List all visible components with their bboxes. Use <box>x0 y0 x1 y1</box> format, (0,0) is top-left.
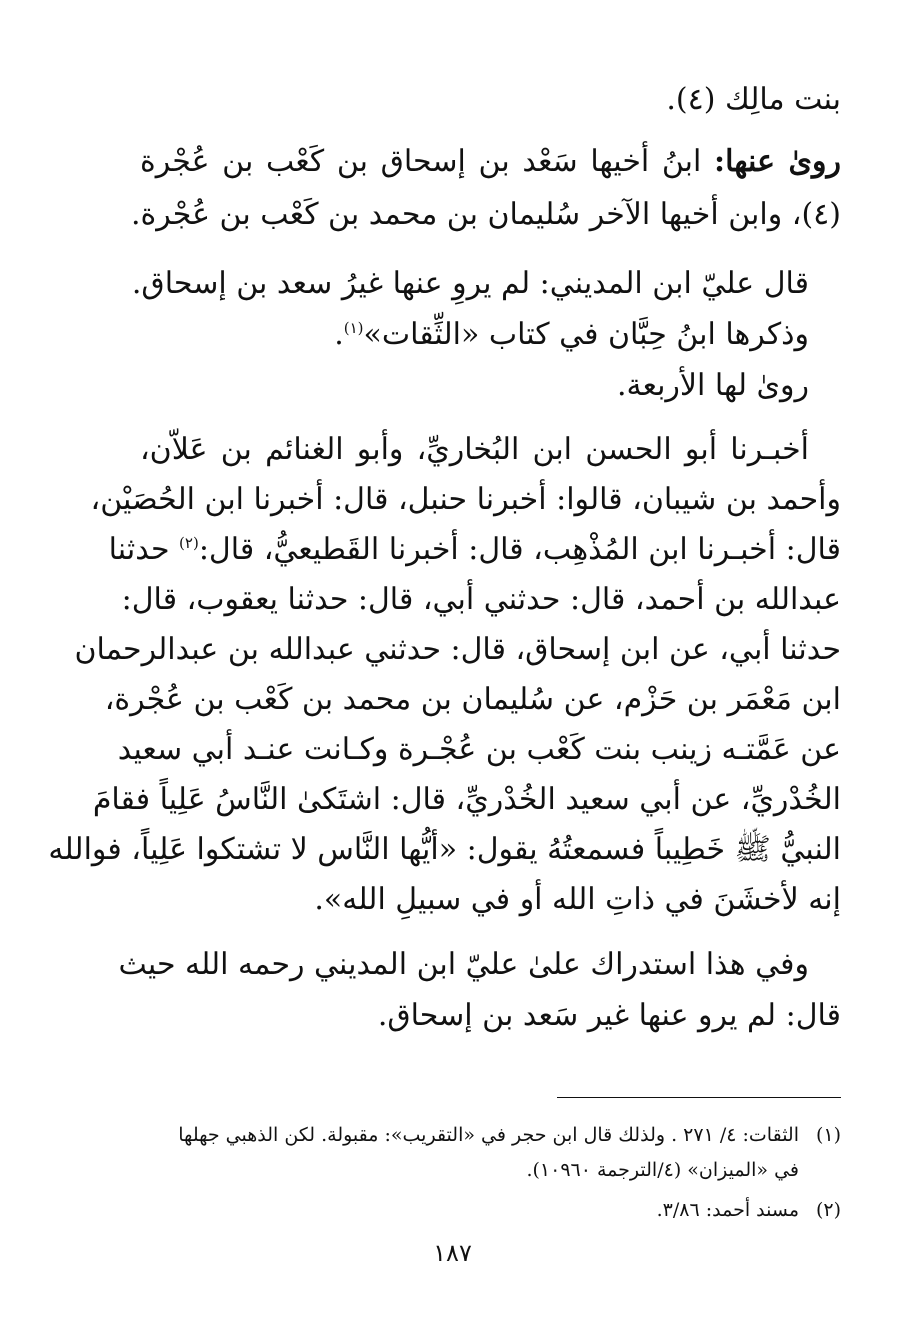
text-line-17: وفي هذا استدراك علىٰ عليّ ابن المديني رحمه الله حيث <box>118 947 809 982</box>
text-line-5-end: . <box>334 317 344 352</box>
text-line-10: عبدالله بن أحمد، قال: حدثني أبي، قال: حدثنا يعقوب، قال: <box>121 582 841 617</box>
text-line-9-a: قال: أخبـرنا ابن المُذْهِب، قال: أخبرنا القَطيعيُّ، قال: <box>198 532 841 567</box>
narrators-text: ابنُ أخيها سَعْد بن إسحاق بن كَعْب بن عُجْرة <box>140 144 714 179</box>
text-line-2 <box>140 142 841 182</box>
text-line-6: روىٰ لها الأربعة. <box>616 368 809 403</box>
text-line-13: عن عَمَّتـه زينب بنت كَعْب بن عُجْـرة وكـانت عنـد أبي سعيد <box>117 732 841 767</box>
text-line-4: قال عليّ ابن المديني: لم يروِ عنها غيرُ سعد بن إسحاق. <box>131 266 809 301</box>
footnote-2-line-1: مسند أحمد: ٣/٨٦. <box>656 1199 799 1221</box>
text-line-1: بنت مالِك (٤). <box>666 82 841 117</box>
footnote-ref-1: (١) <box>343 319 364 337</box>
text-line-11: حدثنا أبي، عن ابن إسحاق، قال: حدثني عبدالله بن عبدالرحمان <box>74 632 841 667</box>
text-line-5-body: وذكرها ابنُ حِبَّان في كتاب «الثِّقات» <box>363 317 809 352</box>
text-line-3: (٤)، وابن أخيها الآخر سُليمان بن محمد بن كَعْب بن عُجْرة. <box>130 197 841 232</box>
narrators-label: روىٰ عنها: <box>714 144 841 179</box>
text-line-16: إنه لأخشَنَ في ذاتِ الله أو في سبيلِ الله». <box>314 882 841 917</box>
text-line-12: ابن مَعْمَر بن حَزْم، عن سُليمان بن محمد بن كَعْب بن عُجْرة، <box>104 682 841 717</box>
footnote-2-number: (٢) <box>815 1199 841 1221</box>
page-number: ١٨٧ <box>433 1239 472 1267</box>
text-line-15: النبيُّ ﷺ خَطِيباً فسمعتُهُ يقول: «أيُّها النَّاس لا تشتكوا عَلِياً، فوالله <box>48 832 841 867</box>
footnote-1-number: (١) <box>815 1124 841 1146</box>
text-line-18: قال: لم يرو عنها غير سَعد بن إسحاق. <box>377 998 841 1033</box>
footnote-1-line-2: في «الميزان» (٤/الترجمة ١٠٩٦٠). <box>526 1159 799 1181</box>
text-line-14: الخُدْريِّ، عن أبي سعيد الخُدْريِّ، قال: اشتَكىٰ النَّاسُ عَلِياً فقامَ <box>92 782 841 817</box>
footnote-ref-2: (٢) <box>179 534 199 552</box>
footnote-1-line-1: الثقات: ٤/ ٢٧١ . ولذلك قال ابن حجر في «التقريب»: مقبولة. لكن الذهبي جهلها <box>178 1124 799 1146</box>
text-line-5 <box>334 315 809 355</box>
text-line-9 <box>108 530 841 570</box>
text-line-8: وأحمد بن شيبان، قالوا: أخبرنا حنبل، قال: أخبرنا ابن الحُصَيْن، <box>90 482 841 517</box>
text-line-7: أخبـرنا أبو الحسن ابن البُخاريِّ، وأبو الغنائم بن عَلاّن، <box>140 432 809 467</box>
text-line-9-b: حدثنا <box>108 532 180 567</box>
footnote-separator <box>557 1097 841 1098</box>
